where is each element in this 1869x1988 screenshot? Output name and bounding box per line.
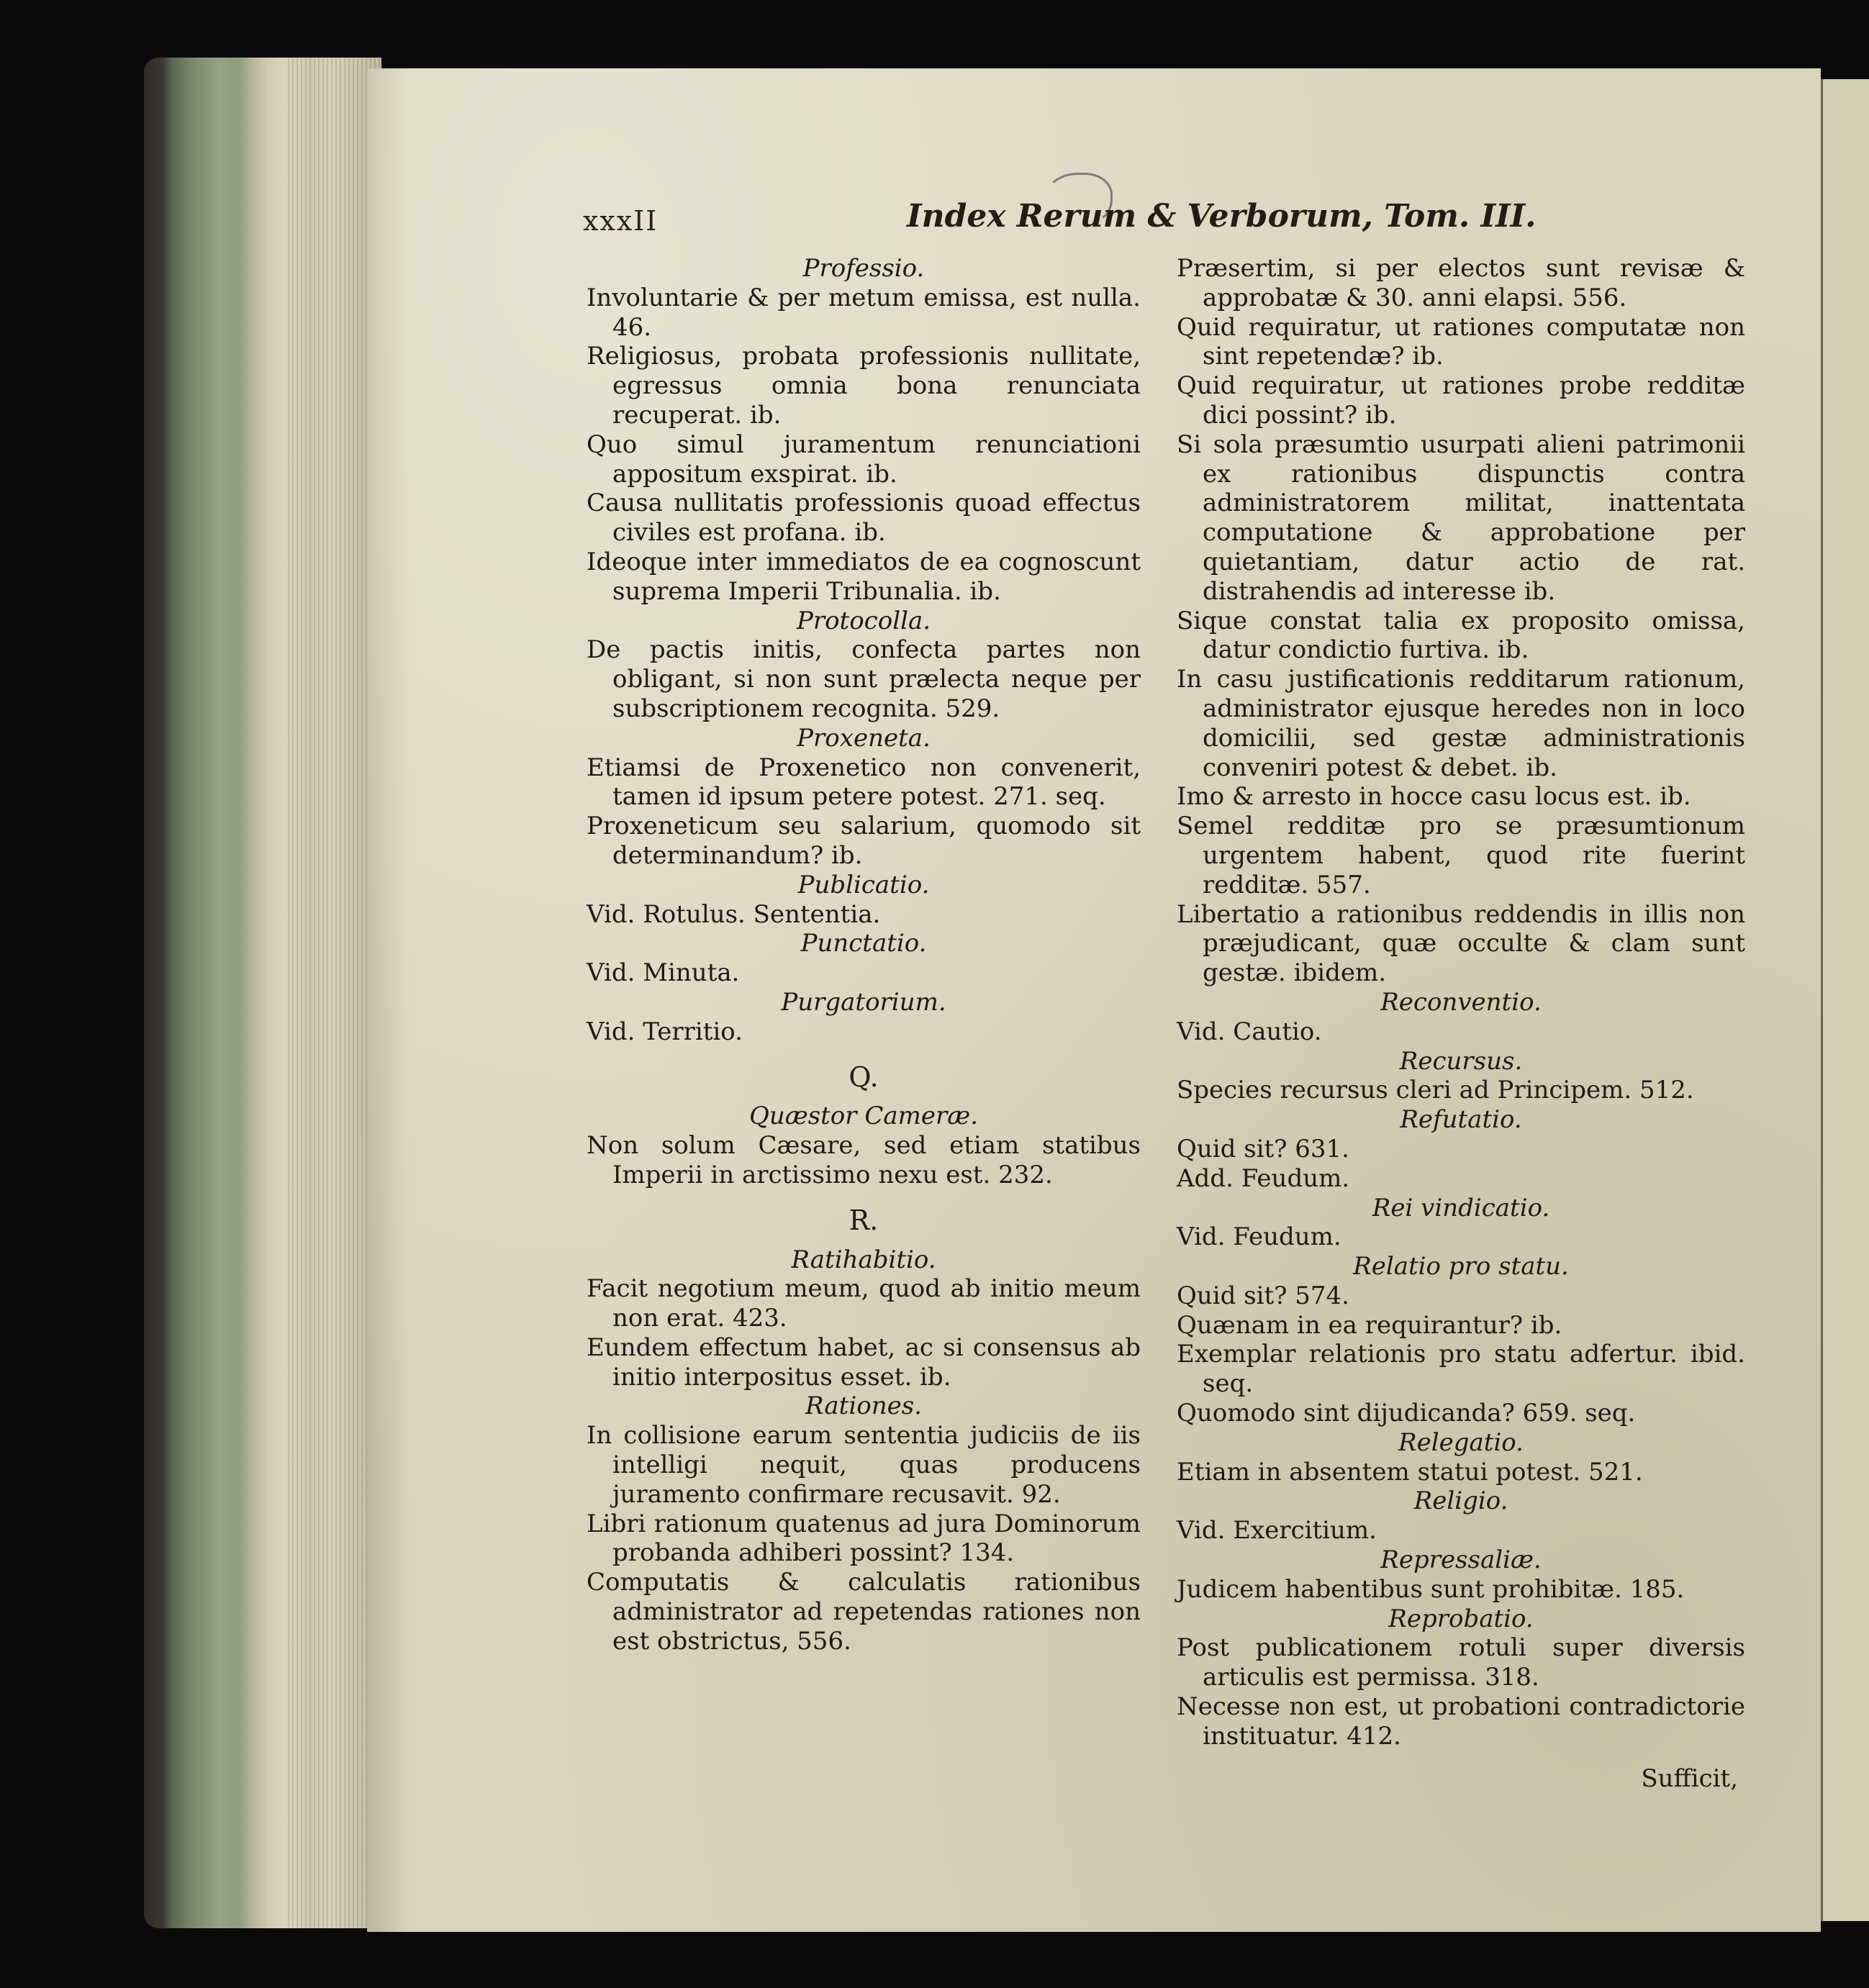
index-entry: Vid. Territio. — [587, 1017, 743, 1046]
index-heading: Rei vindicatio. — [1372, 1193, 1550, 1222]
index-entry: De pactis initis, confecta partes non obligant, si non sunt prælecta neque per subscriptionem recognita. 529. — [587, 635, 1141, 723]
index-entry: Præsertim, si per electos sunt revisæ & approbatæ & 30. anni elapsi. 556. — [1177, 254, 1745, 312]
index-entry: Ideoque inter immediatos de ea cognoscunt suprema Imperii Tribunalia. ib. — [587, 547, 1141, 606]
index-entry: Vid. Exercitium. — [1177, 1516, 1377, 1546]
index-entry: Sique constat talia ex proposito omissa, datur condictio furtiva. ib. — [1177, 606, 1745, 665]
index-entry: Proxeneticum seu salarium, quomodo sit determinandum? ib. — [587, 812, 1141, 870]
index-entry: Causa nullitatis professionis quoad effectus civiles est profana. ib. — [587, 489, 1141, 548]
page-folio: xxxII — [583, 205, 659, 237]
book-page-edges — [144, 58, 381, 1928]
index-letter: Q. — [848, 1061, 879, 1093]
index-entry: Add. Feudum. — [1177, 1163, 1350, 1193]
index-entry: Vid. Feudum. — [1177, 1222, 1341, 1252]
index-heading: Relatio pro statu. — [1353, 1252, 1569, 1281]
index-entry: Vid. Cautio. — [1177, 1017, 1322, 1046]
index-entry: Libri rationum quatenus ad jura Dominorum probanda adhiberi possint? 134. — [587, 1509, 1141, 1568]
index-entry: Semel redditæ pro se præsumtionum urgentem habent, quod rite fuerint redditæ. 557. — [1177, 812, 1745, 899]
index-entry: Imo & arresto in hocce casu locus est. ib. — [1177, 782, 1691, 812]
index-entry: Species recursus cleri ad Principem. 512. — [1177, 1076, 1694, 1105]
index-heading: Punctatio. — [800, 929, 927, 958]
running-head — [367, 191, 1821, 248]
index-entry: Non solum Cæsare, sed etiam statibus Imperii in arctissimo nexu est. 232. — [587, 1131, 1141, 1189]
book-page — [367, 68, 1821, 1932]
right-column — [1177, 254, 1745, 1793]
index-heading: Recursus. — [1399, 1046, 1523, 1076]
catchword: Sufficit, — [1641, 1764, 1738, 1793]
index-heading: Protocolla. — [796, 606, 931, 635]
page-title: Index Rerum & Verborum, Tom. III. — [907, 198, 1537, 235]
index-entry: Vid. Rotulus. Sententia. — [587, 899, 881, 929]
index-entry: Necesse non est, ut probationi contradictorie instituatur. 412. — [1177, 1692, 1745, 1751]
index-heading: Purgatorium. — [781, 987, 946, 1017]
index-entry: Eundem effectum habet, ac si consensus ab initio interpositus esset. ib. — [587, 1333, 1141, 1392]
index-heading: Professio. — [802, 254, 925, 283]
index-heading: Repressaliæ. — [1380, 1546, 1542, 1575]
index-entry: Vid. Minuta. — [587, 958, 740, 988]
index-entry: Computatis & calculatis rationibus administrator ad repetendas rationes non est obstrictus, 556. — [587, 1568, 1141, 1656]
index-heading: Ratihabitio. — [791, 1245, 936, 1274]
index-entry: Quid requiratur, ut rationes computatæ non sint repetendæ? ib. — [1177, 312, 1745, 371]
index-letter: R. — [848, 1204, 879, 1236]
index-entry: Facit negotium meum, quod ab initio meum non erat. 423. — [587, 1274, 1141, 1333]
index-entry: Quid sit? 574. — [1177, 1281, 1349, 1310]
index-entry: Quænam in ea requirantur? ib. — [1177, 1310, 1562, 1340]
index-heading: Relegatio. — [1398, 1428, 1524, 1457]
index-entry: Post publicationem rotuli super diversis articulis est permissa. 318. — [1177, 1633, 1745, 1692]
index-entry: Involuntarie & per metum emissa, est nulla. 46. — [587, 283, 1141, 342]
index-heading: Refutatio. — [1400, 1105, 1522, 1135]
index-heading: Publicatio. — [797, 870, 930, 899]
index-entry: Exemplar relationis pro statu adfertur. ibid. seq. — [1177, 1340, 1745, 1399]
index-heading: Rationes. — [805, 1392, 922, 1421]
index-entry: Quid sit? 631. — [1177, 1134, 1349, 1163]
index-entry: Quid requiratur, ut rationes probe redditæ dici possint? ib. — [1177, 371, 1745, 430]
index-entry: In collisione earum sententia judiciis de iis intelligi nequit, quas producens juramento confirmare recusavit. 92. — [587, 1421, 1141, 1509]
index-entry: Si sola præsumtio usurpati alieni patrimonii ex rationibus dispunctis contra administratorem militat, inattentata computatione & approbatione per quietantiam, datur actio de rat. distrahendis ad interesse ib. — [1177, 430, 1745, 606]
left-column — [587, 254, 1141, 1656]
index-heading: Proxeneta. — [797, 723, 931, 753]
index-entry: Quo simul juramentum renunciationi appositum exspirat. ib. — [587, 430, 1141, 489]
index-heading: Religio. — [1413, 1487, 1508, 1516]
index-entry: Etiam in absentem statui potest. 521. — [1177, 1457, 1643, 1487]
index-entry: Quomodo sint dijudicanda? 659. seq. — [1177, 1399, 1636, 1428]
index-heading: Quæstor Cameræ. — [748, 1102, 979, 1131]
index-entry: In casu justificationis redditarum rationum, administrator ejusque heredes non in loco domicilii, sed gestæ administrationis conveniri potest & debet. ib. — [1177, 665, 1745, 782]
facing-page-edge — [1821, 79, 1869, 1921]
index-entry: Judicem habentibus sunt prohibitæ. 185. — [1177, 1574, 1685, 1604]
index-entry: Libertatio a rationibus reddendis in illis non præjudicant, quæ occulte & clam sunt gestæ. ibidem. — [1177, 899, 1745, 988]
index-heading: Reprobatio. — [1388, 1604, 1534, 1633]
index-heading: Reconventio. — [1380, 987, 1542, 1017]
index-entry: Religiosus, probata professionis nullitate, egressus omnia bona renunciata recuperat. ib. — [587, 342, 1141, 430]
index-entry: Etiamsi de Proxenetico non convenerit, tamen id ipsum petere potest. 271. seq. — [587, 753, 1141, 812]
